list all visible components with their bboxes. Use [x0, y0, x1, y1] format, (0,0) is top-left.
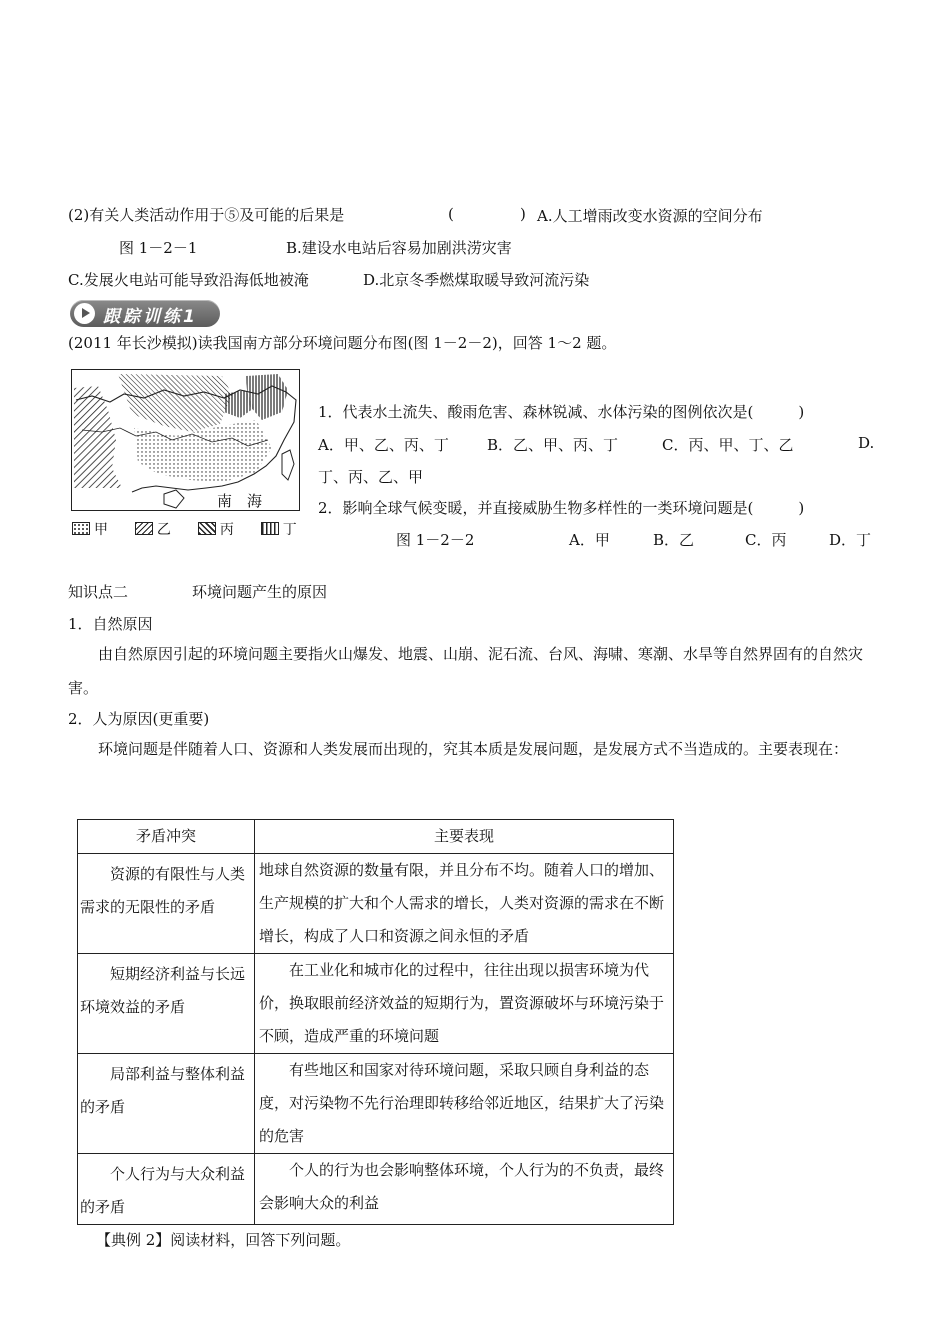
table-cell-detail: 个人的行为也会影响整体环境，个人行为的不负责，最终会影响大众的利益: [255, 1154, 674, 1225]
option-c: C.发展火电站可能导致沿海低地被淹: [68, 271, 309, 289]
table-cell-conflict: 短期经济利益与长远环境效益的矛盾: [78, 954, 255, 1054]
human-causes-text: 环境问题是伴随着人口、资源和人类发展而出现的，究其本质是发展问题，是发展方式不当造成的。主要表现在：: [98, 740, 849, 758]
legend-label-yi: 乙: [156, 522, 171, 538]
play-icon: [74, 303, 95, 324]
section-title: 环境问题产生的原因: [192, 583, 328, 601]
table-row: [78, 954, 674, 1054]
table-row: [78, 854, 674, 954]
question-1-option-b: B．乙、甲、丙、丁: [487, 436, 619, 454]
table-cell-detail: 有些地区和国家对待环境问题，采取只顾自身利益的态度，对污染物不先行治理即转移给邻近地区，结果扩大了污染的危害: [255, 1054, 674, 1154]
question-1-option-d-label: D.: [858, 434, 875, 452]
table-cell-conflict: 个人行为与大众利益的矛盾: [78, 1154, 255, 1225]
legend-swatch-jia: [72, 522, 90, 535]
option-b: B.建设水电站后容易加剧洪涝灾害: [286, 239, 512, 257]
tracking-practice-banner: [70, 300, 220, 327]
conflict-table: [77, 819, 674, 1225]
legend-swatch-ding: [261, 522, 279, 535]
table-cell-conflict: 局部利益与整体利益的矛盾: [78, 1054, 255, 1154]
natural-causes-text: 由自然原因引起的环境问题主要指火山爆发、地震、山崩、泥石流、台风、海啸、寒潮、水旱等自然界固有的自然灾害。: [68, 645, 864, 697]
question-1-option-d-text: 丁、丙、乙、甲: [318, 468, 424, 486]
section-heading: 知识点二: [68, 583, 129, 601]
table-cell-conflict: 资源的有限性与人类需求的无限性的矛盾: [78, 854, 255, 954]
option-a: A.人工增雨改变水资源的空间分布: [537, 207, 763, 225]
legend-label-ding: 丁: [282, 522, 297, 538]
table-row: [78, 1054, 674, 1154]
legend-swatch-bing: [198, 522, 216, 535]
legend-label-jia: 甲: [94, 522, 108, 538]
question-2-option-c: C．丙: [745, 531, 787, 549]
banner-label: 跟踪训练1: [103, 307, 198, 327]
map-legend: [72, 519, 297, 539]
question-1-stem: 1．代表水土流失、酸雨危害、森林锐减、水体污染的图例依次是( ): [318, 403, 805, 421]
question-2-stem: (2)有关人类活动作用于⑤及可能的后果是: [68, 206, 345, 224]
legend-swatch-yi: [135, 522, 153, 535]
exercise-intro: (2011 年长沙模拟)读我国南方部分环境问题分布图(图 1－2－2)，回答 1～2 题。: [68, 334, 617, 352]
answer-paren-open: (: [448, 205, 454, 223]
south-sea-label: 南 海: [217, 492, 263, 510]
figure-label-1-2-2: 图 1－2－2: [396, 531, 475, 549]
table-row: [78, 1154, 674, 1225]
question-2-stem: 2．影响全球气候变暖，并直接威胁生物多样性的一类环境问题是( ): [318, 499, 805, 517]
question-2-option-a: A．甲: [569, 531, 610, 549]
table-header-row: [78, 820, 674, 854]
table-cell-detail: 在工业化和城市化的过程中，往往出现以损害环境为代价，换取眼前经济效益的短期行为，置资源破坏与环境污染于不顾，造成严重的环境问题: [255, 954, 674, 1054]
question-1-option-a: A．甲、乙、丙、丁: [318, 436, 449, 454]
answer-paren-close: ): [520, 205, 526, 223]
table-header-conflict: 矛盾冲突: [78, 820, 255, 854]
option-d: D.北京冬季燃煤取暖导致河流污染: [363, 271, 590, 289]
question-1-option-c: C．丙、甲、丁、乙: [662, 436, 794, 454]
legend-label-bing: 丙: [219, 522, 234, 538]
table-cell-detail: 地球自然资源的数量有限，并且分布不均。随着人口的增加、生产规模的扩大和个人需求的增长，人类对资源的需求在不断增长，构成了人口和资源之间永恒的矛盾: [255, 854, 674, 954]
question-2-option-d: D．丁: [829, 531, 872, 549]
figure-label-1-2-1: 图 1－2－1: [119, 239, 198, 257]
table-header-detail: 主要表现: [255, 820, 674, 854]
question-2-option-b: B．乙: [653, 531, 695, 549]
map-drawing: [72, 370, 300, 511]
southern-china-environment-map: [71, 369, 300, 511]
natural-causes-heading: 1．自然原因: [68, 615, 153, 633]
human-causes-heading: 2．人为原因(更重要): [68, 710, 210, 728]
question-2-line: [68, 205, 344, 225]
example-2-heading: 【典例 2】阅读材料，回答下列问题。: [96, 1231, 351, 1249]
